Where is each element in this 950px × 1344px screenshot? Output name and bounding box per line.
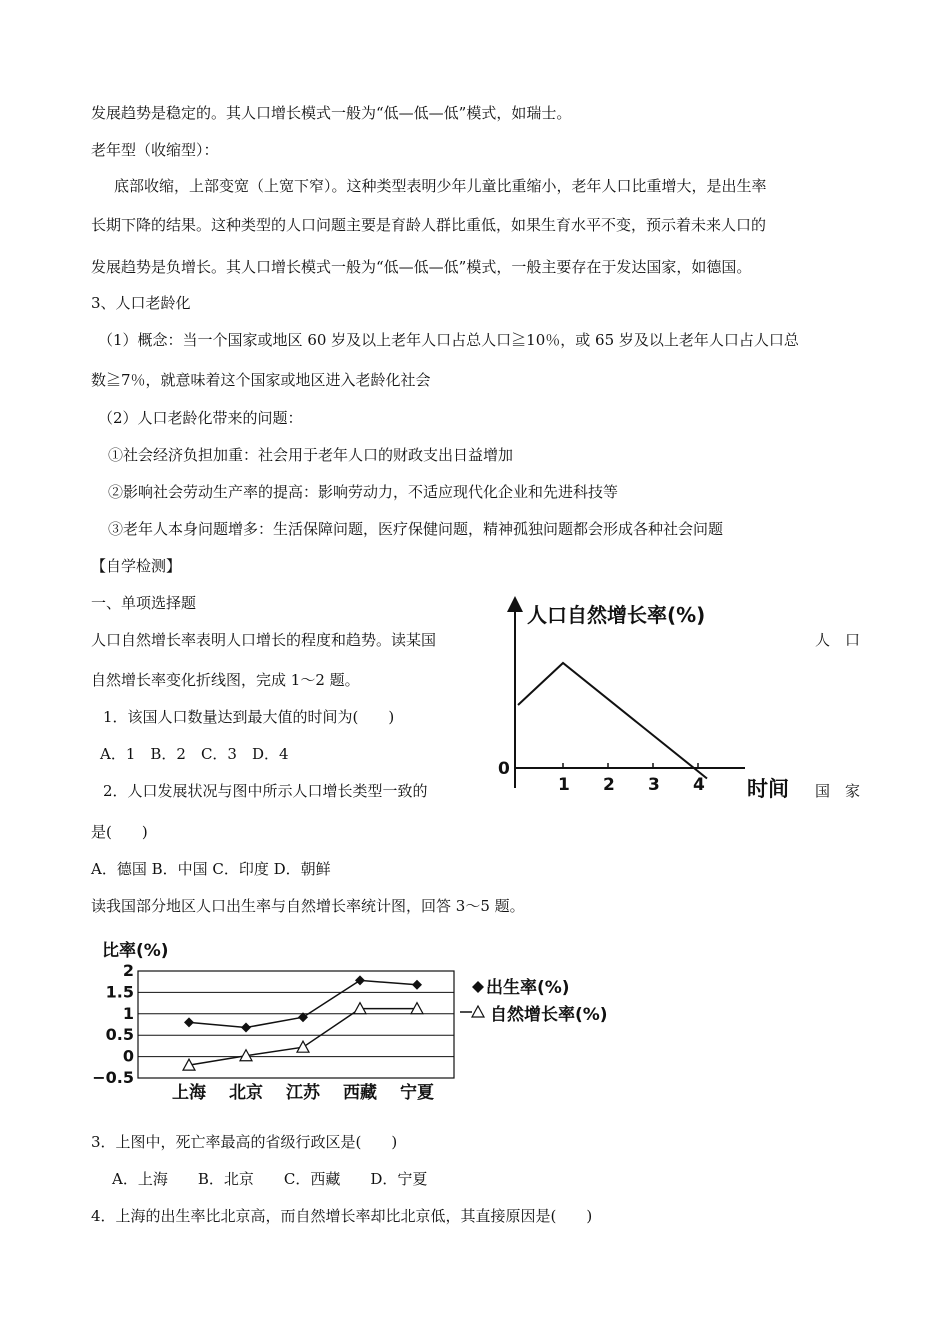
x-tick-label: 北京: [229, 1083, 263, 1103]
paragraph-line: 国 家: [815, 782, 861, 800]
birth-rate-point: [184, 1017, 194, 1027]
paragraph-line: 数≧7％，就意味着这个国家或地区进入老龄化社会: [91, 371, 431, 389]
question-4: 4．上海的出生率比北京高，而自然增长率却比北京低，其直接原因是( ): [91, 1207, 593, 1225]
zero-label: 0: [498, 759, 510, 779]
paragraph-line: 人 口: [815, 631, 861, 649]
paragraph-line: 长期下降的结果。这种类型的人口问题主要是育龄人群比重低，如果生育水平不变，预示着未来人口的: [91, 216, 767, 234]
x-tick-label: 2: [603, 775, 615, 795]
question-2: 是( ): [91, 823, 148, 841]
y-tick-label: 0: [122, 1046, 134, 1066]
heading-old-type: 老年型（收缩型）：: [91, 141, 219, 159]
growth-rate-series-line: [518, 663, 707, 779]
y-tick-label: 0.5: [105, 1025, 134, 1045]
legend-birth-rate: 出生率(%): [486, 978, 570, 998]
question-1-options: A．1 B．2 C．3 D．4: [100, 745, 289, 763]
list-item: ③老年人本身问题增多：生活保障问题，医疗保健问题，精神孤独问题都会形成各种社会问题: [108, 520, 724, 538]
y-tick-label: 1.5: [105, 982, 134, 1002]
paragraph-line: 读我国部分地区人口出生率与自然增长率统计图，回答 3～5 题。: [91, 897, 525, 915]
legend-triangle-icon: [472, 1006, 484, 1017]
x-tick-label: 宁夏: [400, 1083, 434, 1103]
x-tick-label: 1: [558, 775, 570, 795]
paragraph-line: （2）人口老龄化带来的问题：: [98, 409, 303, 427]
birth-growth-rate-chart: [88, 935, 628, 1110]
x-tick-label: 3: [648, 775, 660, 795]
chart-legend: [460, 977, 608, 1025]
question-3-options: A．上海 B．北京 C．西藏 D．宁夏: [112, 1170, 428, 1188]
growth-rate-line-chart: [490, 590, 810, 815]
paragraph-line: 发展趋势是稳定的。其人口增长模式一般为“低—低—低”模式，如瑞士。: [91, 104, 572, 122]
section-heading: 3、人口老龄化: [91, 294, 191, 312]
growth-rate-point: [297, 1041, 309, 1052]
question-3: 3．上图中，死亡率最高的省级行政区是( ): [91, 1133, 398, 1151]
legend-growth-rate: 自然增长率(%): [490, 1005, 608, 1025]
plot-frame: [138, 971, 454, 1078]
self-check-heading: 【自学检测】: [91, 557, 182, 575]
birth-rate-point: [241, 1022, 251, 1032]
birth-rate-point: [355, 975, 365, 985]
paragraph-line: 人口自然增长率表明人口增长的程度和趋势。读某国: [91, 631, 437, 649]
paragraph-line: 底部收缩，上部变宽（上宽下窄）。这种类型表明少年儿童比重缩小，老年人口比重增大，是出生率: [114, 177, 767, 195]
list-item: ②影响社会劳动生产率的提高：影响劳动力，不适应现代化企业和先进科技等: [108, 483, 619, 501]
birth-rate-point: [412, 980, 422, 990]
x-axis-label: 时间: [747, 777, 789, 801]
paragraph-line: （1）概念：当一个国家或地区 60 岁及以上老年人口占总人口≧10％，或 65 岁及以上老年人口占人口总: [98, 331, 799, 349]
x-tick-label: 西藏: [343, 1083, 377, 1103]
y-tick-label: 1: [122, 1003, 134, 1023]
x-tick-label: 4: [693, 775, 705, 795]
paragraph-line: 自然增长率变化折线图，完成 1～2 题。: [91, 671, 360, 689]
section-heading: 一、单项选择题: [91, 594, 197, 612]
y-axis-label: 比率(%): [102, 941, 169, 961]
y-tick-label: 2: [122, 961, 134, 980]
list-item: ①社会经济负担加重：社会用于老年人口的财政支出日益增加: [108, 446, 514, 464]
question-2: 2．人口发展状况与图中所示人口增长类型一致的: [103, 782, 428, 800]
question-1: 1．该国人口数量达到最大值的时间为( ): [103, 708, 395, 726]
x-tick-label: 江苏: [286, 1083, 320, 1103]
question-2-options: A．德国 B．中国 C．印度 D．朝鲜: [91, 860, 331, 878]
paragraph-line: 发展趋势是负增长。其人口增长模式一般为“低—低—低”模式，一般主要存在于发达国家，如德国。: [91, 258, 752, 276]
chart-title: 人口自然增长率(%): [527, 603, 706, 627]
x-tick-label: 上海: [172, 1083, 206, 1103]
y-tick-label: −0.5: [92, 1068, 134, 1087]
legend-diamond-icon: [472, 981, 484, 993]
